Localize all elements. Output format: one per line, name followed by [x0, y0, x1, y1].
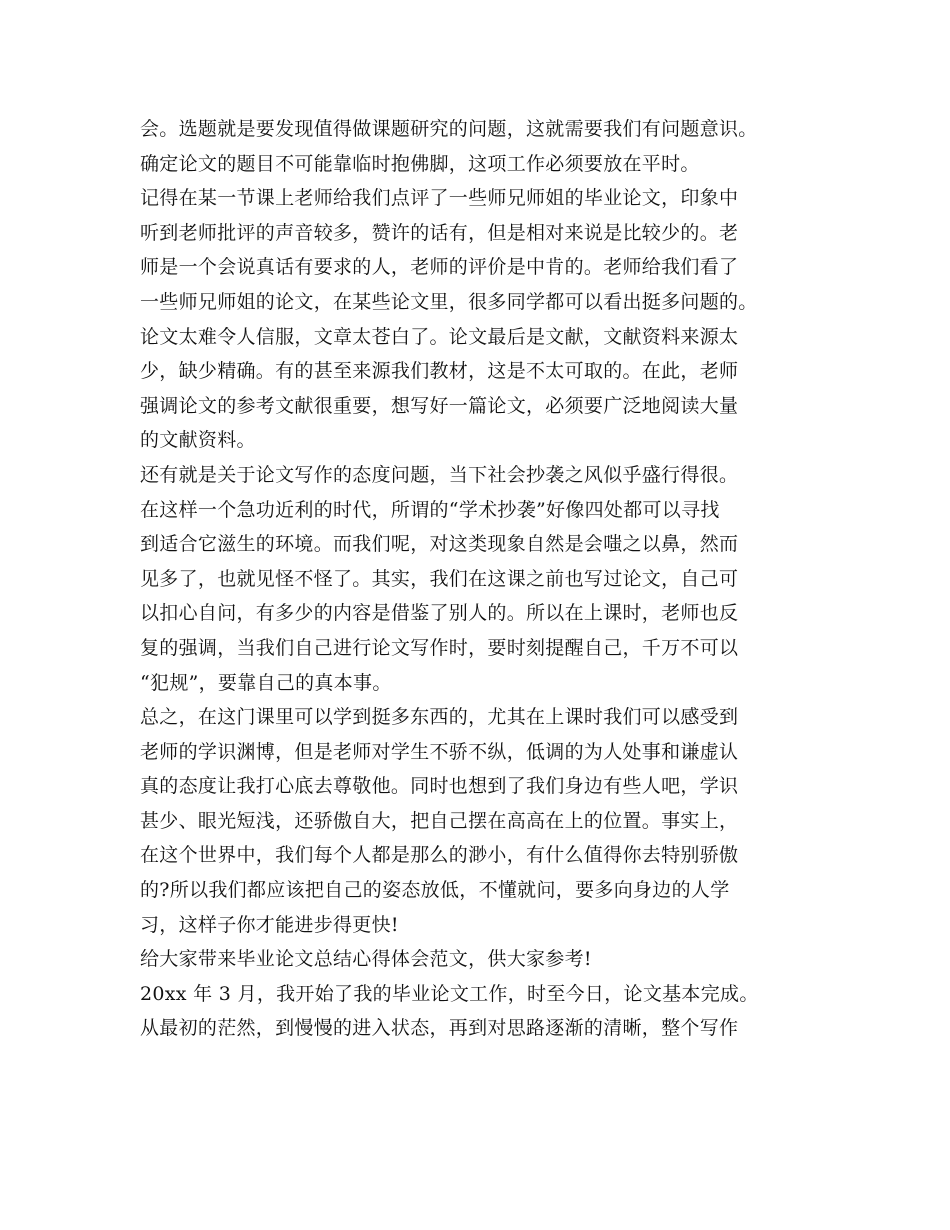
text-line: “犯规”，要靠自己的真本事。	[140, 671, 392, 694]
text-line: 的文献资料。	[140, 429, 256, 452]
text-line: 记得在某一节课上老师给我们点评了一些师兄师姐的毕业论文，印象中	[140, 187, 739, 210]
text-line: 听到老师批评的声音较多，赞许的话有，但是相对来说是比较少的。老	[140, 221, 739, 244]
text-line: 确定论文的题目不可能靠临时抱佛脚，这项工作必须要放在平时。	[140, 152, 700, 175]
text-line: 的?所以我们都应该把自己的姿态放低，不懂就问，要多向身边的人学	[140, 879, 730, 902]
text-line: 在这样一个急功近利的时代，所谓的“学术抄袭”好像四处都可以寻找	[140, 498, 720, 521]
document-body	[140, 112, 830, 1046]
text-line: 在这个世界中，我们每个人都是那么的渺小，有什么值得你去特别骄傲	[140, 844, 739, 867]
text-line: 会。选题就是要发现值得做课题研究的问题，这就需要我们有问题意识。	[140, 118, 758, 140]
text-line: 总之，在这门课里可以学到挺多东西的，尤其在上课时我们可以感受到	[140, 706, 739, 729]
text-line: 到适合它滋生的环境。而我们呢，对这类现象自然是会嗤之以鼻，然而	[140, 533, 739, 556]
text-line: 见多了，也就见怪不怪了。其实，我们在这课之前也写过论文，自己可	[140, 567, 739, 590]
text-line: 习，这样子你才能进步得更快!	[140, 913, 399, 936]
text-line: 复的强调，当我们自己进行论文写作时，要时刻提醒自己，千万不可以	[140, 636, 739, 659]
text-line: 从最初的茫然，到慢慢的进入状态，再到对思路逐渐的清晰，整个写作	[140, 1017, 739, 1040]
text-line: 20xx 年 3 月，我开始了我的毕业论文工作，时至今日，论文基本完成。	[140, 982, 759, 1005]
text-line: 强调论文的参考文献很重要，想写好一篇论文，必须要广泛地阅读大量	[140, 394, 739, 417]
text-line: 老师的学识渊博，但是老师对学生不骄不纵，低调的为人处事和谦虚认	[140, 740, 739, 763]
text-line: 以扣心自问，有多少的内容是借鉴了别人的。所以在上课时，老师也反	[140, 602, 739, 625]
text-line: 甚少、眼光短浅，还骄傲自大，把自己摆在高高在上的位置。事实上，	[140, 809, 739, 832]
text-line: 真的态度让我打心底去尊敬他。同时也想到了我们身边有些人吧，学识	[140, 775, 739, 798]
text-line: 还有就是关于论文写作的态度问题，当下社会抄袭之风似乎盛行得很。	[140, 463, 739, 486]
text-line: 一些师兄师姐的论文，在某些论文里，很多同学都可以看出挺多问题的。	[140, 290, 758, 313]
text-line: 少，缺少精确。有的甚至来源我们教材，这是不太可取的。在此，老师	[140, 360, 739, 383]
text-line: 师是一个会说真话有要求的人，老师的评价是中肯的。老师给我们看了	[140, 256, 739, 279]
text-line: 给大家带来毕业论文总结心得体会范文，供大家参考!	[140, 948, 592, 971]
text-line: 论文太难令人信服，文章太苍白了。论文最后是文献，文献资料来源太	[140, 325, 739, 348]
